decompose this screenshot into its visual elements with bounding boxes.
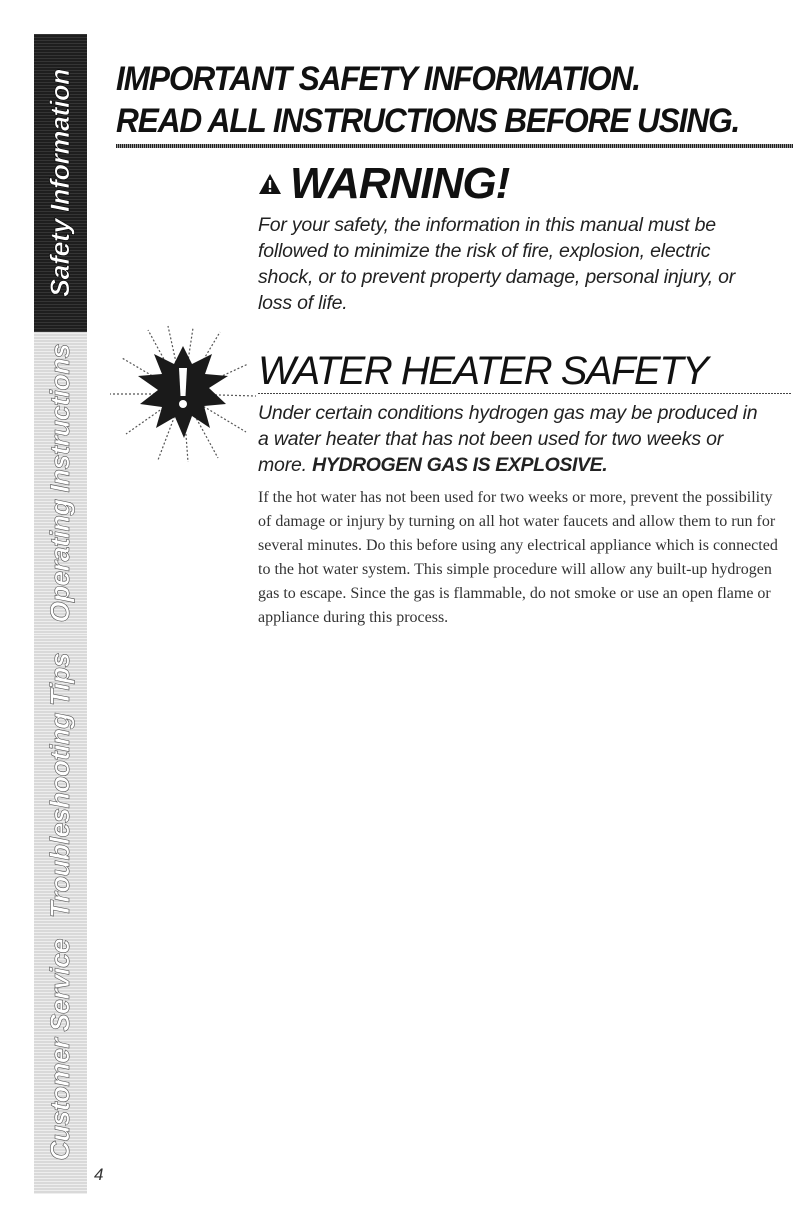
- tab-safety-information[interactable]: [34, 34, 87, 334]
- tab-label: Troubleshooting Tips: [45, 652, 75, 918]
- side-tab-strip: [34, 34, 87, 1194]
- warning-text: For your safety, the information in this manual must be followed to minimize the risk of fire, explosion, electric shock, or to prevent property damage, personal injury, or loss of life.: [258, 214, 736, 314]
- tab-strip-end: [34, 1164, 87, 1194]
- tab-label: Customer Service: [45, 939, 75, 1161]
- callout-emphasis: HYDROGEN GAS IS EXPLOSIVE.: [312, 454, 608, 476]
- warning-heading: [258, 158, 758, 210]
- callout-text: Under certain conditions hydrogen gas may be produced in a water heater that has not been used for two weeks or more.: [258, 402, 758, 476]
- tab-operating-instructions[interactable]: [34, 332, 87, 636]
- page-number: 4: [94, 1165, 104, 1184]
- warning-title: WARNING!: [290, 159, 510, 208]
- section-rule: [258, 393, 792, 394]
- tab-label: Safety Information: [45, 68, 75, 298]
- header-title-line-1: IMPORTANT SAFETY INFORMATION.: [116, 60, 640, 98]
- tab-label: Operating Instructions: [45, 343, 75, 623]
- hydrogen-callout: [258, 400, 768, 478]
- tab-troubleshooting-tips[interactable]: [34, 634, 87, 938]
- tab-customer-service[interactable]: [34, 936, 87, 1166]
- section-body-text: If the hot water has not been used for two weeks or more, prevent the possibility of damage or injury by turning on all hot water faucets and allow them to run for several minutes. Do this before using any electrical appliance which is connected to the hot water system. This simple procedure will allow any built-up hydrogen gas to escape. Since the gas is flammable, do not smoke or use an open flame or appliance during this process.: [258, 489, 778, 626]
- header-title-line-2: READ ALL INSTRUCTIONS BEFORE USING.: [116, 102, 740, 140]
- header-rule: [116, 144, 793, 148]
- warning-block: [258, 158, 758, 316]
- page-header: [116, 58, 792, 142]
- warning-triangle-icon: [258, 173, 282, 195]
- exclamation-burst-icon: [108, 324, 258, 464]
- section-title: WATER HEATER SAFETY: [258, 349, 708, 393]
